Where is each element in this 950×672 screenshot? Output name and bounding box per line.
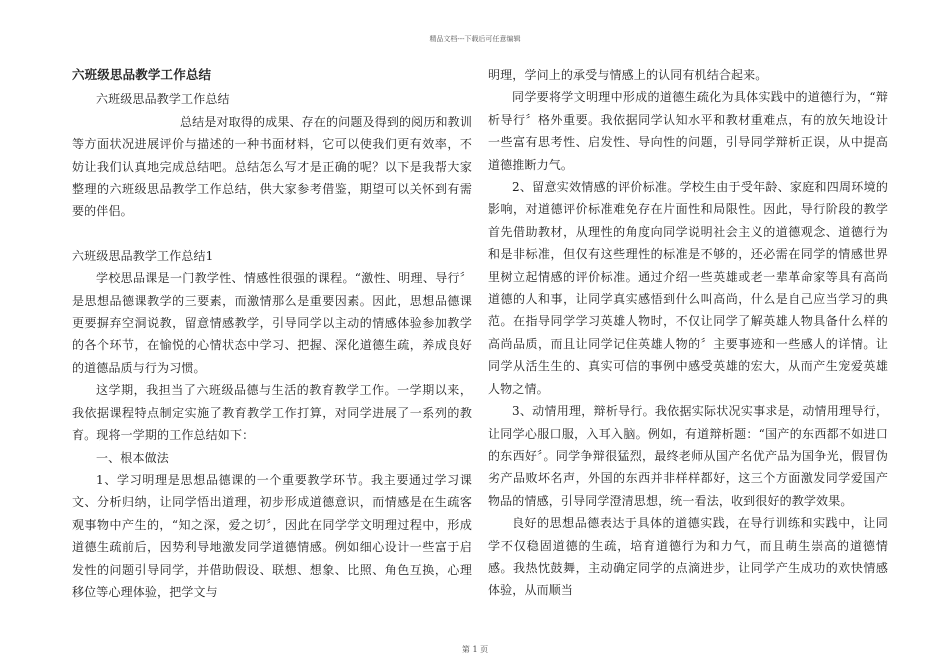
body-paragraph: 良好的思想品德表达于具体的道德实践，在导行训练和实践中，让同学不仅稳固道德的生疏，培育道德行为和力气，而且萌生崇高的道德情感。我热忱鼓舞，主动确定同学的点滴进步，让同学产生成功的欢快情感体验，从而顺当 — [488, 516, 888, 598]
left-column — [72, 64, 472, 603]
body-paragraph: 这学期，我担当了六班级品德与生活的教育教学工作。一学期以来，我依据课程特点制定实施了教育教学工作打算，对同学进展了一系列的教育。现将一学期的工作总结如下： — [72, 383, 472, 443]
spacer — [72, 223, 472, 245]
right-column — [488, 64, 888, 602]
body-paragraph: 3、动情用理，辩析导行。我依据实际状况实事求是，动情用理导行，让同学心服口服，入耳入脑。例如，有道辩析题：“国产的东西都不如进口的东西好〞。同学争辩很猛烈，最终老师从国产名优产品为国争光，假冒伪劣产品败坏名声，外国的东西并非样样都好，这三个方面激发同学爱国产物品的情感，引导同学澄清思想，统一看法，收到很好的教学效果。 — [488, 404, 888, 508]
body-paragraph: 学校思品课是一门教学性、情感性很强的课程。“激性、明理、导行〞是思想品德课教学的三要素，而激情那么是重要因素。因此，思想品德课更要摒弃空洞说教，留意情感教学，引导同学以主动的情感体验参加教学的各个环节，在愉悦的心情状态中学习、把握、深化道德生疏，养成良好的道德品质与行为习惯。 — [72, 271, 472, 375]
body-paragraph: 1、学习明理是思想品德课的一个重要教学环节。我主要通过学习课文、分析归纳，让同学悟出道理，初步形成道德意识，而情感是在生疏客观事物中产生的，“知之深，爱之切〞，因此在同学学文明理过程中，形成道德生疏前后，因势利导地激发同学道德情感。例如细心设计一些富于启发性的问题引导同学，并借助假设、联想、想象、比照、角色互换，心理移位等心理体验，把学文与 — [72, 472, 472, 599]
body-paragraph-continued: 明理，学问上的承受与情感上的认同有机结合起来。 — [488, 68, 768, 82]
intro-paragraph: 总结是对取得的成果、存在的问题及得到的阅历和教训等方面状况进展评价与描述的一种书面材料，它可以使我们更有效率，不妨让我们认真地完成总结吧。总结怎么写才是正确的呢？以下是我帮大家整理的六班级思品教学工作总结，供大家参考借鉴，期望可以关怀到有需要的伴侣。 — [72, 114, 472, 219]
body-paragraph: 2、留意实效情感的评价标准。学校生由于受年龄、家庭和四周环境的影响，对道德评价标准难免存在片面性和局限性。因此，导行阶段的教学首先借助教材，从理性的角度向同学说明社会主义的道德观念、道德行为和是非标准，但仅有这些理性的标准是不够的，还必需在同学的情感世界里树立起情感的评价标准。通过介绍一些英雄或老一辈革命家等具有高尚道德的人和事，让同学真实感悟到什么叫高尚，什么是自己应当学习的典范。在指导同学学习英雄人物时，不仅让同学了解英雄人物具备什么样的高尚品质，而且让同学记住英雄人物的〞主要事迹和一些感人的详情。让同学从活生生的、真实可信的事例中感受英雄的宏大，从而产生宠爱英雄人物之情。 — [488, 180, 888, 396]
body-paragraph: 同学要将学文明理中形成的道德生疏化为具体实践中的道德行为，“辩析导行〞格外重要。我依据同学认知水平和教材重难点，有的放矢地设计一些富有思考性、启发性、导向性的问题，引导同学辩析正误，从中提高道德推断力气。 — [488, 90, 888, 172]
document-title: 六班级思品教学工作总结 — [72, 67, 212, 82]
section-heading: 一、根本做法 — [96, 450, 169, 465]
document-subtitle: 六班级思品教学工作总结 — [96, 92, 230, 107]
page-number: 第 1 页 — [461, 645, 489, 654]
section-title: 六班级思品教学工作总结1 — [72, 248, 214, 263]
page-header: 精品文档---下载后可任意编辑 — [429, 35, 521, 43]
